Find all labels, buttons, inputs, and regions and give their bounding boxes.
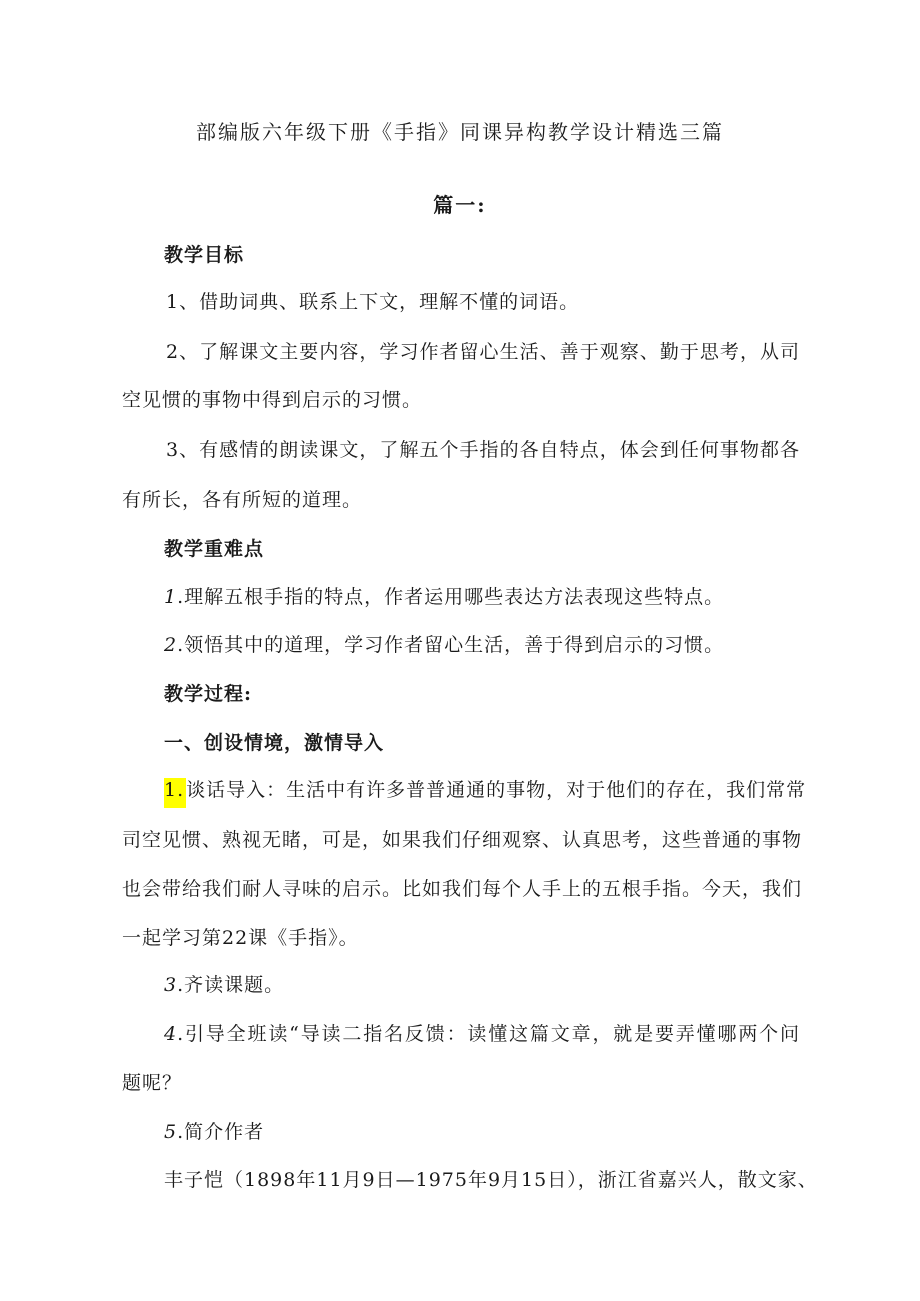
keypoint-number: 1 bbox=[164, 586, 178, 608]
keypoint-item-1 bbox=[164, 585, 724, 609]
keypoint-item-2 bbox=[164, 633, 724, 657]
intro-paragraph-line3: 也会带给我们耐人寻味的启示。比如我们每个人手上的五根手指。今天，我们 bbox=[122, 878, 803, 900]
keypoint-number: 2 bbox=[164, 634, 178, 656]
intro-paragraph-line2: 司空见惯、熟视无睹，可是，如果我们仔细观察、认真思考，这些普通的事物 bbox=[122, 829, 803, 851]
step-3 bbox=[164, 973, 284, 997]
goal-item-3: 3、有感情的朗读课文，了解五个手指的各自特点，体会到任何事物都各 bbox=[166, 439, 800, 461]
intro-text: 谈话导入：生活中有许多普普通通的事物，对于他们的存在，我们常常 bbox=[186, 779, 807, 801]
part-label: 篇一: bbox=[433, 193, 487, 217]
step-number: 5 bbox=[164, 1121, 178, 1143]
goal-item-3-cont: 有所长，各有所短的道理。 bbox=[122, 489, 363, 511]
section-heading: 一、创设情境，激情导入 bbox=[164, 732, 385, 754]
step-4 bbox=[164, 1022, 800, 1046]
step-5 bbox=[164, 1120, 264, 1144]
step-text: .齐读课题。 bbox=[177, 974, 285, 996]
step-number: 4 bbox=[164, 1023, 178, 1045]
goals-heading: 教学目标 bbox=[164, 244, 245, 266]
intro-paragraph-line4: 一起学习第22课《手指》。 bbox=[122, 927, 359, 949]
goal-item-2-cont: 空见惯的事物中得到启示的习惯。 bbox=[122, 389, 423, 411]
step-text: .简介作者 bbox=[177, 1121, 265, 1143]
author-intro: 丰子恺（1898年11月9日—1975年9月15日），浙江省嘉兴人，散文家、 bbox=[164, 1169, 818, 1191]
document-title: 部编版六年级下册《手指》同课异构教学设计精选三篇 bbox=[196, 120, 724, 144]
keypoint-text: .领悟其中的道理，学习作者留心生活，善于得到启示的习惯。 bbox=[177, 634, 725, 656]
step-4-cont: 题呢？ bbox=[122, 1072, 183, 1094]
keypoint-text: .理解五根手指的特点，作者运用哪些表达方法表现这些特点。 bbox=[177, 586, 725, 608]
goal-item-2: 2、了解课文主要内容，学习作者留心生活、善于观察、勤于思考，从司 bbox=[166, 341, 800, 363]
highlighted-number: 1. bbox=[164, 778, 186, 808]
keypoints-heading: 教学重难点 bbox=[164, 538, 265, 560]
step-number: 3 bbox=[164, 974, 178, 996]
step-text: .引导全班读“导读二指名反馈：读懂这篇文章，就是要弄懂哪两个问 bbox=[177, 1023, 800, 1045]
intro-paragraph-line1 bbox=[164, 778, 807, 808]
goal-item-1: 1、借助词典、联系上下文，理解不懂的词语。 bbox=[166, 291, 580, 313]
process-heading: 教学过程: bbox=[164, 683, 253, 705]
